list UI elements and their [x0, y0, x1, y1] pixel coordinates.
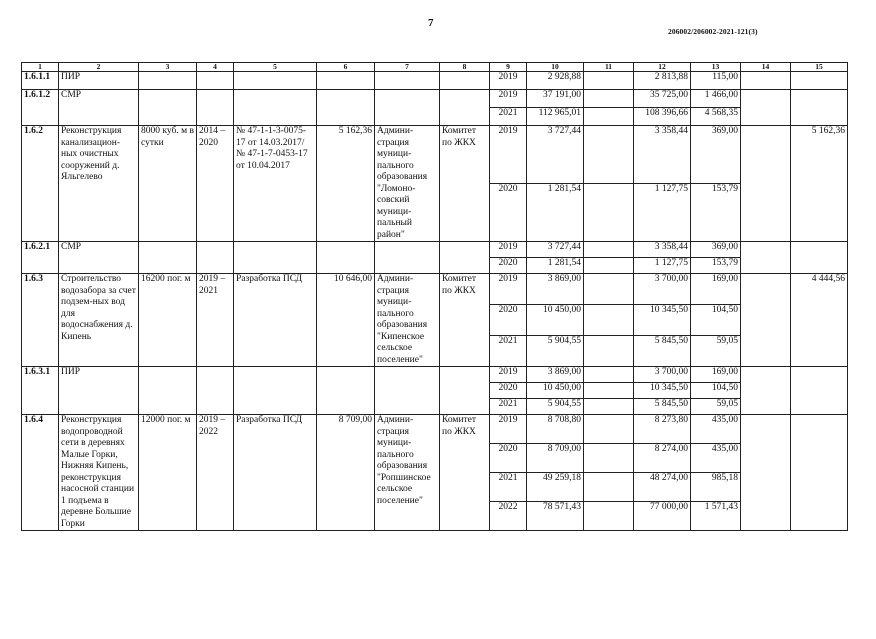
table-row [22, 274, 848, 305]
local-value: 369,00 [691, 242, 741, 258]
column-number: 10 [527, 63, 584, 72]
local-value: 153,79 [691, 258, 741, 274]
year: 2020 [490, 184, 527, 242]
other-sources [741, 274, 791, 367]
program-table [21, 62, 848, 531]
item-name: СМР [59, 90, 139, 126]
federal-value [584, 473, 634, 502]
column-number: 11 [584, 63, 634, 72]
customer [375, 72, 440, 90]
total-value: 3 727,44 [527, 126, 584, 184]
regional-value: 5 845,50 [634, 336, 691, 367]
remaining-cost [791, 242, 848, 274]
column-number: 8 [440, 63, 490, 72]
federal-value [584, 108, 634, 126]
estimated-cost: 10 646,00 [317, 274, 375, 367]
total-value: 112 965,01 [527, 108, 584, 126]
year: 2021 [490, 336, 527, 367]
other-sources [741, 72, 791, 90]
capacity [139, 242, 197, 274]
regional-value: 3 358,44 [634, 242, 691, 258]
local-value: 104,50 [691, 383, 741, 399]
year: 2019 [490, 72, 527, 90]
remaining-cost [791, 367, 848, 415]
customer: Админи-страция муници-пального образования "Ломоно-совский муници-пальный район" [375, 126, 440, 242]
total-value: 78 571,43 [527, 502, 584, 531]
regional-value: 1 127,75 [634, 258, 691, 274]
federal-value [584, 444, 634, 473]
project-docs: № 47-1-1-3-0075-17 от 14.03.2017/ № 47-1-7-0453-17 от 10.04.2017 [234, 126, 317, 242]
document-code: 206002/206002-2021-121(3) [668, 27, 758, 36]
federal-value [584, 126, 634, 184]
regional-value: 77 000,00 [634, 502, 691, 531]
customer: Админи-страция муници-пального образования "Ропшинское сельское поселение" [375, 415, 440, 531]
estimated-cost: 8 709,00 [317, 415, 375, 531]
capacity: 12000 пог. м [139, 415, 197, 531]
year: 2020 [490, 383, 527, 399]
total-value: 1 281,54 [527, 184, 584, 242]
responsible: Комитет по ЖКХ [440, 274, 490, 367]
regional-value: 35 725,00 [634, 90, 691, 108]
project-docs [234, 367, 317, 415]
regional-value: 10 345,50 [634, 383, 691, 399]
local-value: 59,05 [691, 399, 741, 415]
federal-value [584, 258, 634, 274]
item-number: 1.6.3 [22, 274, 59, 367]
remaining-cost: 5 162,36 [791, 126, 848, 242]
item-number: 1.6.2.1 [22, 242, 59, 274]
page-number: 7 [428, 17, 434, 29]
estimated-cost [317, 72, 375, 90]
federal-value [584, 336, 634, 367]
period [197, 90, 234, 126]
column-number: 13 [691, 63, 741, 72]
federal-value [584, 72, 634, 90]
estimated-cost [317, 367, 375, 415]
customer [375, 242, 440, 274]
regional-value: 8 273,80 [634, 415, 691, 444]
table-row [22, 90, 848, 108]
customer: Админи-страция муници-пального образования "Кипенское сельское поселение" [375, 274, 440, 367]
table-row [22, 242, 848, 258]
period: 2014 – 2020 [197, 126, 234, 242]
year: 2019 [490, 274, 527, 305]
year: 2019 [490, 90, 527, 108]
year: 2019 [490, 242, 527, 258]
estimated-cost [317, 242, 375, 274]
federal-value [584, 90, 634, 108]
responsible [440, 72, 490, 90]
local-value: 169,00 [691, 274, 741, 305]
other-sources [741, 126, 791, 242]
year: 2020 [490, 258, 527, 274]
year: 2019 [490, 367, 527, 383]
regional-value: 8 274,00 [634, 444, 691, 473]
total-value: 8 709,00 [527, 444, 584, 473]
total-value: 3 727,44 [527, 242, 584, 258]
year: 2022 [490, 502, 527, 531]
period: 2019 – 2022 [197, 415, 234, 531]
responsible [440, 242, 490, 274]
item-number: 1.6.3.1 [22, 367, 59, 415]
estimated-cost: 5 162,36 [317, 126, 375, 242]
total-value: 1 281,54 [527, 258, 584, 274]
column-number: 12 [634, 63, 691, 72]
table-row [22, 415, 848, 444]
federal-value [584, 367, 634, 383]
regional-value: 3 700,00 [634, 274, 691, 305]
column-number: 6 [317, 63, 375, 72]
item-number: 1.6.4 [22, 415, 59, 531]
column-number: 5 [234, 63, 317, 72]
estimated-cost [317, 90, 375, 126]
local-value: 59,05 [691, 336, 741, 367]
total-value: 37 191,00 [527, 90, 584, 108]
item-number: 1.6.1.2 [22, 90, 59, 126]
federal-value [584, 242, 634, 258]
project-docs: Разработка ПСД [234, 415, 317, 531]
table-row [22, 72, 848, 90]
year: 2021 [490, 108, 527, 126]
federal-value [584, 415, 634, 444]
period [197, 367, 234, 415]
item-number: 1.6.1.1 [22, 72, 59, 90]
capacity [139, 367, 197, 415]
capacity: 8000 куб. м в сутки [139, 126, 197, 242]
total-value: 3 869,00 [527, 274, 584, 305]
remaining-cost [791, 90, 848, 126]
total-value: 5 904,55 [527, 336, 584, 367]
column-number: 1 [22, 63, 59, 72]
column-number: 4 [197, 63, 234, 72]
item-name: ПИР [59, 367, 139, 415]
column-number: 15 [791, 63, 848, 72]
federal-value [584, 502, 634, 531]
total-value: 10 450,00 [527, 383, 584, 399]
regional-value: 3 700,00 [634, 367, 691, 383]
regional-value: 108 396,66 [634, 108, 691, 126]
year: 2021 [490, 399, 527, 415]
local-value: 1 466,00 [691, 90, 741, 108]
item-name: СМР [59, 242, 139, 274]
item-name: Реконструкция водопроводной сети в деревнях Малые Горки, Нижняя Кипень, реконструкция насосной станции 1 подъема в деревне Большие Горки [59, 415, 139, 531]
table-row [22, 367, 848, 383]
local-value: 169,00 [691, 367, 741, 383]
year: 2019 [490, 126, 527, 184]
federal-value [584, 274, 634, 305]
total-value: 3 869,00 [527, 367, 584, 383]
year: 2021 [490, 473, 527, 502]
period [197, 72, 234, 90]
capacity [139, 72, 197, 90]
regional-value: 10 345,50 [634, 305, 691, 336]
local-value: 104,50 [691, 305, 741, 336]
other-sources [741, 367, 791, 415]
year: 2020 [490, 305, 527, 336]
item-number: 1.6.2 [22, 126, 59, 242]
column-number: 3 [139, 63, 197, 72]
customer [375, 90, 440, 126]
other-sources [741, 242, 791, 274]
regional-value: 3 358,44 [634, 126, 691, 184]
total-value: 2 928,88 [527, 72, 584, 90]
customer [375, 367, 440, 415]
local-value: 4 568,35 [691, 108, 741, 126]
responsible: Комитет по ЖКХ [440, 126, 490, 242]
responsible: Комитет по ЖКХ [440, 415, 490, 531]
period [197, 242, 234, 274]
remaining-cost [791, 415, 848, 531]
other-sources [741, 90, 791, 126]
column-number: 2 [59, 63, 139, 72]
responsible [440, 90, 490, 126]
table-body [22, 63, 848, 531]
item-name: ПИР [59, 72, 139, 90]
federal-value [584, 399, 634, 415]
regional-value: 5 845,50 [634, 399, 691, 415]
capacity: 16200 пог. м [139, 274, 197, 367]
local-value: 1 571,43 [691, 502, 741, 531]
other-sources [741, 415, 791, 531]
local-value: 435,00 [691, 444, 741, 473]
local-value: 369,00 [691, 126, 741, 184]
regional-value: 48 274,00 [634, 473, 691, 502]
federal-value [584, 305, 634, 336]
total-value: 10 450,00 [527, 305, 584, 336]
remaining-cost [791, 72, 848, 90]
remaining-cost: 4 444,56 [791, 274, 848, 367]
column-number: 14 [741, 63, 791, 72]
item-name: Реконструкция канализацион-ных очистных сооружений д. Яльгелево [59, 126, 139, 242]
total-value: 49 259,18 [527, 473, 584, 502]
local-value: 985,18 [691, 473, 741, 502]
total-value: 5 904,55 [527, 399, 584, 415]
year: 2020 [490, 444, 527, 473]
responsible [440, 367, 490, 415]
project-docs [234, 72, 317, 90]
column-number: 7 [375, 63, 440, 72]
header-row [22, 63, 848, 72]
period: 2019 – 2021 [197, 274, 234, 367]
federal-value [584, 184, 634, 242]
project-docs [234, 90, 317, 126]
year: 2019 [490, 415, 527, 444]
federal-value [584, 383, 634, 399]
local-value: 435,00 [691, 415, 741, 444]
table-row [22, 126, 848, 184]
local-value: 153,79 [691, 184, 741, 242]
project-docs [234, 242, 317, 274]
total-value: 8 708,80 [527, 415, 584, 444]
regional-value: 2 813,88 [634, 72, 691, 90]
item-name: Строительство водозабора за счет подзем-ных вод для водоснабжения д. Кипень [59, 274, 139, 367]
project-docs: Разработка ПСД [234, 274, 317, 367]
capacity [139, 90, 197, 126]
local-value: 115,00 [691, 72, 741, 90]
column-number: 9 [490, 63, 527, 72]
regional-value: 1 127,75 [634, 184, 691, 242]
